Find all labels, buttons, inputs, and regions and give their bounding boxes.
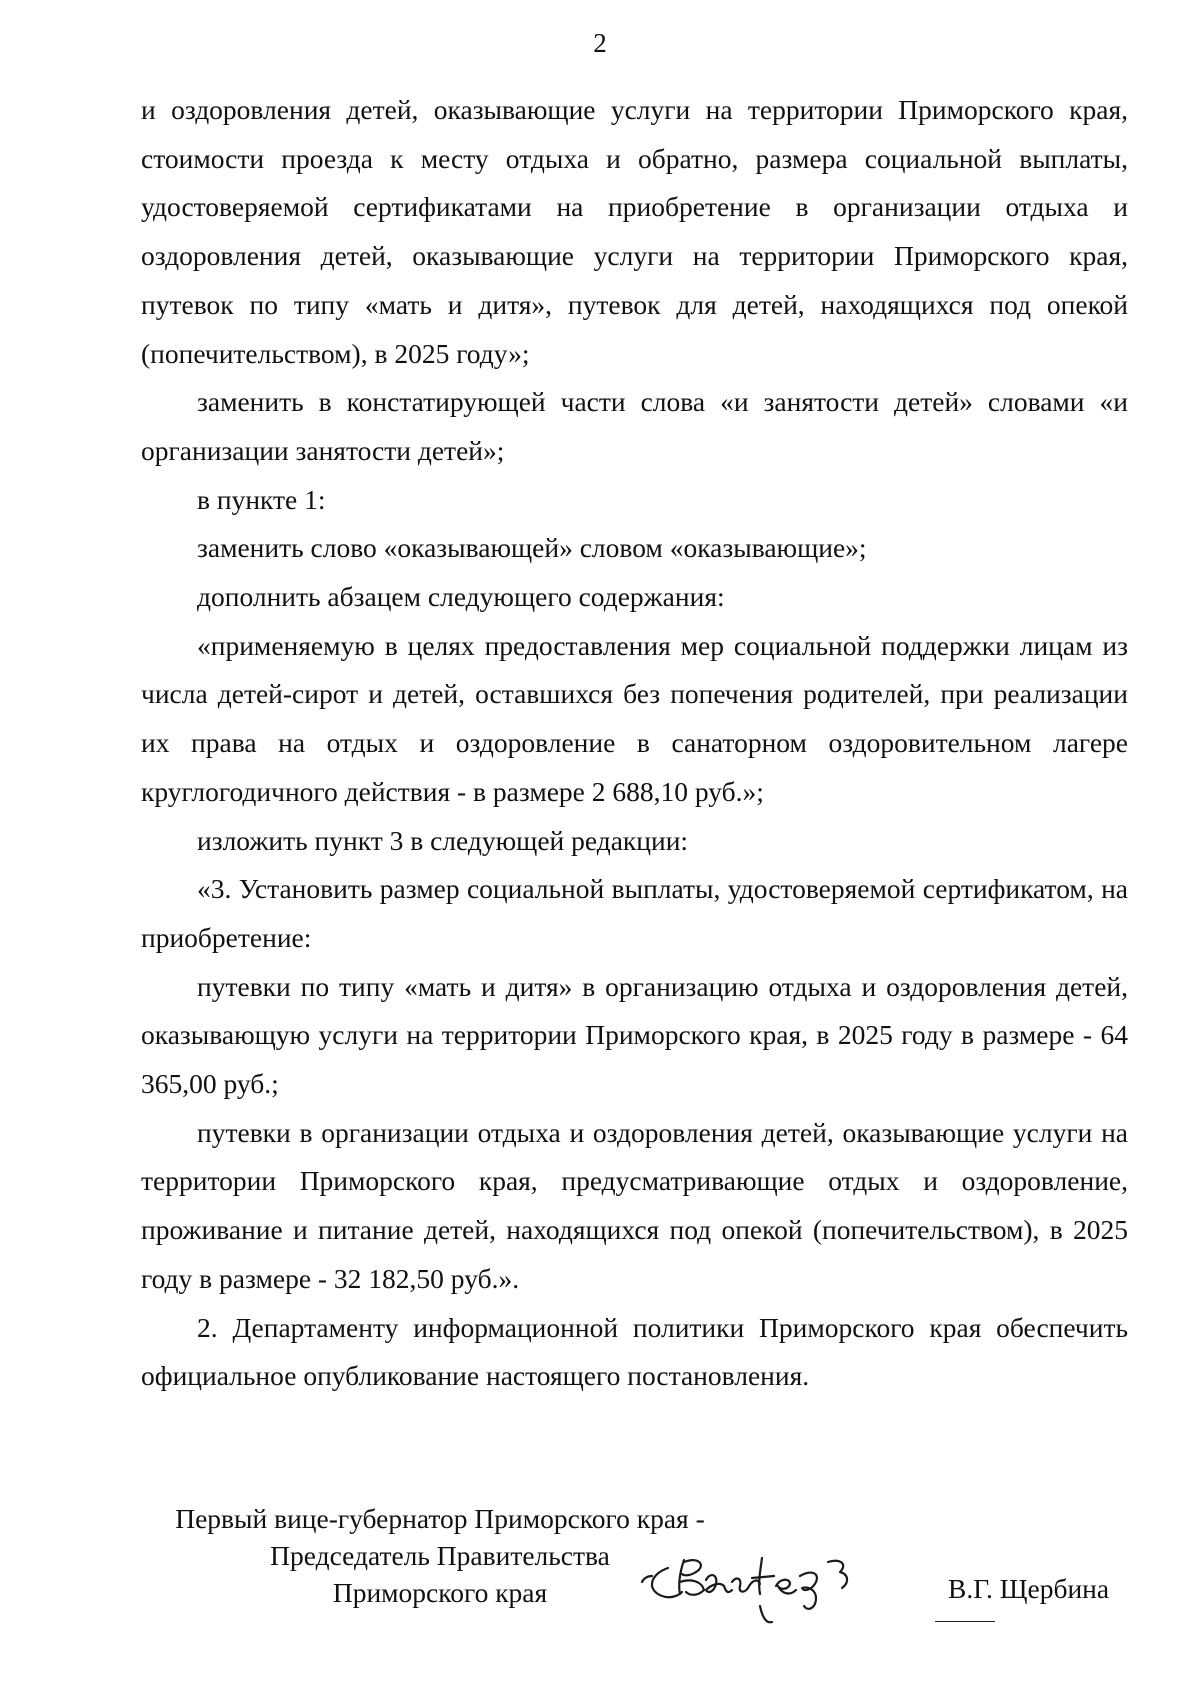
paragraph-3: в пункте 1: — [197, 483, 326, 515]
paragraph-9: путевки по типу «мать и дитя» в организацию отдыха и оздоровления детей, оказывающую услуги на территории Приморского края, в 2025 году в размере - 64 365,00 руб.; — [141, 970, 1128, 1100]
paragraph-7: изложить пункт 3 в следующей редакции: — [197, 824, 689, 856]
paragraph-1: и оздоровления детей, оказывающие услуги на территории Приморского края, стоимости проезда к месту отдыха и обратно, размера социальной выплаты, удостоверяемой сертификатами на приобретение в организации отдыха и оздоровления детей, оказывающие услуги на территории Приморского края, путевок по типу «мать и дитя», путевок для детей, находящихся под опекой (попечительством), в 2025 году»; — [141, 94, 1128, 369]
paragraph-5: дополнить абзацем следующего содержания: — [197, 581, 725, 613]
signer-position-line-2: Председатель Правительства — [270, 1540, 610, 1571]
handwritten-signature — [640, 1538, 910, 1638]
paragraph-2: заменить в констатирующей части слова «и занятости детей» словами «и организации занятости детей»; — [141, 386, 1128, 466]
document-body — [141, 86, 1128, 1401]
paragraph-4: заменить слово «оказывающей» словом «оказывающие»; — [197, 532, 867, 564]
page-number: 2 — [593, 28, 607, 58]
signature-block — [0, 1500, 1200, 1620]
signer-position-line-1: Первый вице-губернатор Приморского края - — [175, 1503, 705, 1534]
signer-position-line-3: Приморского края — [332, 1577, 548, 1608]
paragraph-8: «3. Установить размер социальной выплаты, удостоверяемой сертификатом, на приобретение: — [141, 873, 1128, 953]
signature-underline — [935, 1621, 995, 1622]
paragraph-10: путевки в организации отдыха и оздоровления детей, оказывающие услуги на территории Приморского края, предусматривающие отдых и оздоровление, проживание и питание детей, находящихся под опекой (попечительством), в 2025 году в размере - 32 182,50 руб.». — [141, 1116, 1128, 1294]
paragraph-11: 2. Департаменту информационной политики Приморского края обеспечить официальное опубликование настоящего постановления. — [141, 1311, 1128, 1392]
signer-name: В.Г. Щербина — [948, 1573, 1110, 1604]
paragraph-6: «применяемую в целях предоставления мер социальной поддержки лицам из числа детей-сирот и детей, оставшихся без попечения родителей, при реализации их права на отдых и оздоровление в санаторном оздоровительном лагере круглогодичного действия - в размере 2 688,10 руб.»; — [141, 629, 1128, 807]
